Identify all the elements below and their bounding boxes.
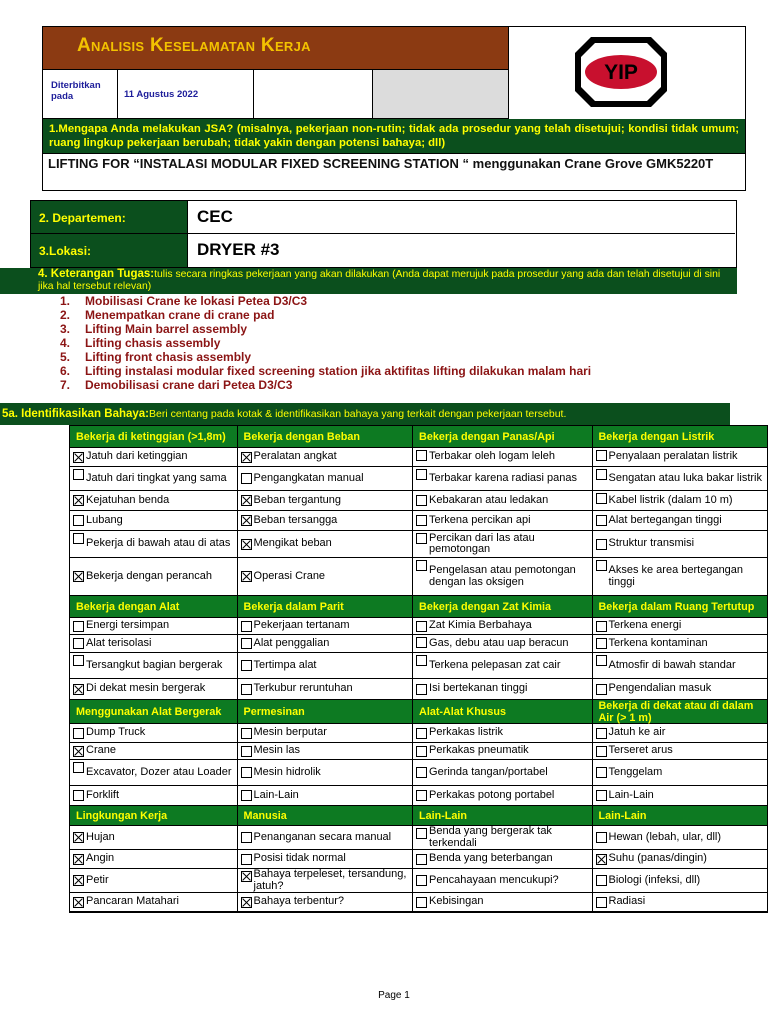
- hazard-item: [413, 635, 592, 653]
- hazard-label: Bahaya terpeleset, tersandung, jatuh?: [253, 868, 407, 892]
- hazard-category-header: Bekerja dengan Panas/Api: [413, 426, 592, 448]
- hazard-label: Jatuh ke air: [608, 726, 666, 739]
- hazard-label: Petir: [86, 873, 109, 886]
- hazard-label: Isi bertekanan tinggi: [429, 682, 528, 695]
- hazard-item: [413, 679, 592, 700]
- hazard-item: [413, 760, 592, 786]
- tasks-list: [60, 294, 591, 392]
- hazard-row: [70, 826, 767, 850]
- checkbox-icon[interactable]: [241, 660, 252, 671]
- hazard-label: Suhu (panas/dingin): [608, 852, 707, 865]
- checkbox-icon[interactable]: [596, 832, 607, 843]
- hazard-label: Excavator, Dozer atau Loader: [86, 765, 232, 778]
- checked-checkbox-icon[interactable]: [73, 495, 84, 506]
- hazard-category-header-row: [70, 596, 767, 618]
- job-title: LIFTING FOR “INSTALASI MODULAR FIXED SCREENING STATION “ menggunakan Crane Grove GMK5220T: [48, 156, 714, 171]
- checkbox-icon[interactable]: [416, 495, 427, 506]
- department-label: 2. Departemen:: [39, 211, 126, 225]
- hazard-item: [593, 679, 768, 700]
- hazard-label: Pancaran Matahari: [86, 895, 179, 908]
- hazard-label: Energi tersimpan: [86, 619, 170, 632]
- department-row: [31, 201, 735, 234]
- checkbox-icon[interactable]: [416, 875, 427, 886]
- page-number: Page 1: [378, 990, 410, 1001]
- checked-checkbox-icon[interactable]: [73, 452, 84, 463]
- checkbox-icon[interactable]: [596, 539, 607, 550]
- hazard-item: [238, 558, 414, 596]
- hazard-label: Hewan (lebah, ular, dll): [608, 830, 722, 843]
- location-row: [31, 234, 735, 267]
- hazard-category-header: Bekerja dengan Alat: [70, 596, 238, 618]
- hazard-item: [238, 531, 414, 558]
- empty-meta-cell: [254, 70, 373, 118]
- hazard-item: [70, 448, 238, 467]
- hazard-item: [70, 679, 238, 700]
- hazard-category-header: Alat-Alat Khusus: [413, 700, 592, 724]
- checkbox-icon[interactable]: [73, 655, 84, 666]
- hazard-label: Lubang: [86, 513, 123, 526]
- checkbox-icon[interactable]: [596, 638, 607, 649]
- hazard-item: [70, 850, 238, 869]
- hazard-category-header-row: [70, 806, 767, 826]
- checkbox-icon[interactable]: [73, 621, 84, 632]
- hazard-category-header: Permesinan: [238, 700, 414, 724]
- location-value: DRYER #3: [197, 240, 280, 259]
- checkbox-icon[interactable]: [596, 560, 607, 571]
- hazard-row: [70, 760, 767, 786]
- hazard-label: Gerinda tangan/portabel: [429, 765, 548, 778]
- task-item: 1. Mobilisasi Crane ke lokasi Petea D3/C3: [60, 294, 308, 308]
- hazard-item: [593, 618, 768, 635]
- hazard-label: Kebisingan: [429, 895, 484, 908]
- hazard-item: [70, 467, 238, 491]
- hazard-item: [413, 653, 592, 679]
- checkbox-icon[interactable]: [416, 746, 427, 757]
- hazard-item: [413, 448, 592, 467]
- hazard-item: [238, 679, 414, 700]
- logo-text: YIP: [604, 61, 638, 84]
- hazard-label: Tertimpa alat: [253, 658, 317, 671]
- hazard-label: Radiasi: [608, 895, 646, 908]
- hazard-item: [70, 760, 238, 786]
- checkbox-icon[interactable]: [416, 828, 427, 839]
- hazard-item: [238, 826, 414, 850]
- hazard-label: Bahaya terbentur?: [253, 895, 345, 908]
- hazards-hint: Beri centang pada kotak & identifikasikan bahaya yang terkait dengan pekerjaan tersebut.: [149, 408, 567, 420]
- hazard-label: Jatuh dari ketinggian: [86, 450, 188, 463]
- hazard-label: Mesin hidrolik: [253, 765, 321, 778]
- hazard-item: [70, 618, 238, 635]
- hazard-label: Lain-Lain: [253, 788, 299, 801]
- hazard-item: [413, 558, 592, 596]
- hazard-label: Angin: [86, 852, 115, 865]
- hazard-item: [593, 786, 768, 806]
- hazard-item: [413, 531, 592, 558]
- hazard-label: Pekerjaan tertanam: [253, 619, 350, 632]
- task-item: 6. Lifting instalasi modular fixed screening station jika aktifitas lifting dilakukan malam hari: [60, 364, 592, 378]
- checkbox-icon[interactable]: [73, 469, 84, 480]
- hazard-item: [70, 786, 238, 806]
- hazard-label: Akses ke area bertegangan tinggi: [608, 564, 744, 588]
- hazard-item: [238, 786, 414, 806]
- hazard-category-header: Bekerja di ketinggian (>1,8m): [70, 426, 238, 448]
- checkbox-icon[interactable]: [241, 746, 252, 757]
- checkbox-icon[interactable]: [416, 790, 427, 801]
- yip-logo-icon: [509, 27, 745, 120]
- checkbox-icon[interactable]: [73, 533, 84, 544]
- hazard-item: [593, 491, 768, 511]
- hazard-row: [70, 558, 767, 596]
- jsa-reason-row: [43, 119, 745, 154]
- form-header: [42, 26, 746, 191]
- hazard-label: Terkubur reruntuhan: [253, 682, 353, 695]
- checked-checkbox-icon[interactable]: [73, 832, 84, 843]
- checkbox-icon[interactable]: [73, 790, 84, 801]
- task-item: 7. Demobilisasi crane dari Petea D3/C3: [60, 378, 293, 392]
- checkbox-icon[interactable]: [416, 728, 427, 739]
- checkbox-icon[interactable]: [416, 533, 427, 544]
- checked-checkbox-icon[interactable]: [73, 746, 84, 757]
- hazard-item: [593, 850, 768, 869]
- checkbox-icon[interactable]: [241, 684, 252, 695]
- hazard-label: Forklift: [86, 788, 119, 801]
- hazard-item: [413, 869, 592, 893]
- hazard-label: Operasi Crane: [253, 569, 326, 582]
- checkbox-icon[interactable]: [73, 762, 84, 773]
- hazard-label: Alat bertegangan tinggi: [608, 513, 722, 526]
- hazard-row: [70, 724, 767, 743]
- hazard-row: [70, 467, 767, 491]
- hazard-label: Bekerja dengan perancah: [86, 569, 212, 582]
- checkbox-icon[interactable]: [241, 473, 252, 484]
- location-label: 3.Lokasi:: [39, 244, 92, 258]
- hazard-label: Jatuh dari tingkat yang sama: [86, 471, 227, 484]
- hazard-item: [593, 467, 768, 491]
- checkbox-icon[interactable]: [241, 767, 252, 778]
- hazard-item: [238, 491, 414, 511]
- hazard-label: Zat Kimia Berbahaya: [429, 619, 532, 632]
- hazard-item: [238, 724, 414, 743]
- hazard-item: [593, 511, 768, 531]
- hazard-category-header-row: [70, 426, 767, 448]
- checkbox-icon[interactable]: [596, 621, 607, 632]
- checkbox-icon[interactable]: [596, 655, 607, 666]
- checked-checkbox-icon[interactable]: [241, 571, 252, 582]
- hazard-row: [70, 491, 767, 511]
- hazard-item: [593, 893, 768, 912]
- hazard-item: [413, 786, 592, 806]
- checked-checkbox-icon[interactable]: [73, 897, 84, 908]
- hazard-label: Di dekat mesin bergerak: [86, 682, 206, 695]
- checkbox-icon[interactable]: [596, 790, 607, 801]
- hazards-header: [0, 403, 730, 425]
- hazard-label: Kabel listrik (dalam 10 m): [608, 493, 733, 506]
- hazard-item: [238, 760, 414, 786]
- checkbox-icon[interactable]: [596, 767, 607, 778]
- hazard-item: [70, 511, 238, 531]
- hazard-category-header: Bekerja dengan Zat Kimia: [413, 596, 592, 618]
- hazard-label: Hujan: [86, 830, 115, 843]
- checked-checkbox-icon[interactable]: [241, 452, 252, 463]
- meta-row: [43, 70, 509, 119]
- dept-location-box: [30, 200, 737, 268]
- hazard-label: Tersangkut bagian bergerak: [86, 658, 223, 671]
- hazard-row: [70, 653, 767, 679]
- published-date: 11 Agustus 2022: [124, 89, 199, 100]
- hazard-item: [238, 893, 414, 912]
- hazard-item: [593, 743, 768, 760]
- hazard-label: Pengelasan atau pemotongan dengan las oksigen: [429, 564, 576, 588]
- hazard-label: Lain-Lain: [608, 788, 654, 801]
- checked-checkbox-icon[interactable]: [73, 571, 84, 582]
- checkbox-icon[interactable]: [596, 469, 607, 480]
- hazard-label: Posisi tidak normal: [253, 852, 346, 865]
- checked-checkbox-icon[interactable]: [241, 539, 252, 550]
- checkbox-icon[interactable]: [416, 684, 427, 695]
- hazard-item: [413, 511, 592, 531]
- hazard-category-header: Lain-Lain: [413, 806, 592, 826]
- hazard-item: [70, 826, 238, 850]
- checkbox-icon[interactable]: [596, 493, 607, 504]
- hazard-row: [70, 743, 767, 760]
- hazard-category-header: Bekerja dalam Ruang Tertutup: [593, 596, 768, 618]
- checkbox-icon[interactable]: [596, 728, 607, 739]
- hazard-category-header: Manusia: [238, 806, 414, 826]
- empty-meta-cell: [373, 70, 509, 118]
- hazard-label: Beban tersangga: [253, 513, 338, 526]
- checkbox-icon[interactable]: [241, 638, 252, 649]
- tasks-hint: tulis secara ringkas pekerjaan yang akan dilakukan (Anda dapat merujuk pada prosedur yang ada dan telah disetujui di sini jika hal tersebut relevan): [38, 269, 721, 292]
- hazard-label: Kejatuhan benda: [86, 493, 170, 506]
- hazard-label: Beban tergantung: [253, 493, 341, 506]
- hazard-item: [593, 448, 768, 467]
- hazard-label: Mesin berputar: [253, 726, 327, 739]
- hazard-row: [70, 869, 767, 893]
- hazard-item: [413, 743, 592, 760]
- hazard-item: [413, 850, 592, 869]
- checkbox-icon[interactable]: [416, 655, 427, 666]
- hazard-label: Dump Truck: [86, 726, 146, 739]
- checkbox-icon[interactable]: [73, 515, 84, 526]
- hazard-checklist-grid: [69, 425, 768, 913]
- checkbox-icon[interactable]: [416, 560, 427, 571]
- hazard-label: Peralatan angkat: [253, 450, 337, 463]
- hazard-label: Atmosfir di bawah standar: [608, 658, 736, 671]
- hazard-item: [593, 531, 768, 558]
- hazard-category-header-row: [70, 700, 767, 724]
- checked-checkbox-icon[interactable]: [73, 854, 84, 865]
- hazard-item: [70, 743, 238, 760]
- hazards-label: 5a. Identifikasikan Bahaya:: [2, 408, 150, 420]
- checkbox-icon[interactable]: [416, 767, 427, 778]
- hazard-label: Benda yang bergerak tak terkendali: [429, 825, 552, 849]
- hazard-item: [70, 491, 238, 511]
- hazard-label: Alat terisolasi: [86, 636, 152, 649]
- hazard-item: [238, 618, 414, 635]
- hazard-item: [70, 653, 238, 679]
- task-item: 5. Lifting front chasis assembly: [60, 350, 252, 364]
- hazard-label: Alat penggalian: [253, 636, 330, 649]
- hazard-label: Terseret arus: [608, 744, 673, 757]
- hazard-item: [70, 635, 238, 653]
- checkbox-icon[interactable]: [416, 897, 427, 908]
- hazard-row: [70, 786, 767, 806]
- tasks-header: [0, 268, 737, 294]
- checkbox-icon[interactable]: [241, 790, 252, 801]
- hazard-item: [413, 826, 592, 850]
- title-cell: [43, 27, 509, 70]
- hazard-item: [413, 724, 592, 743]
- hazard-row: [70, 679, 767, 700]
- task-item: 2. Menempatkan crane di crane pad: [60, 308, 275, 322]
- checkbox-icon[interactable]: [596, 684, 607, 695]
- checked-checkbox-icon[interactable]: [596, 854, 607, 865]
- hazard-category-header: Bekerja dalam Parit: [238, 596, 414, 618]
- checked-checkbox-icon[interactable]: [241, 495, 252, 506]
- hazard-label: Perkakas listrik: [429, 726, 503, 739]
- hazard-label: Mengikat beban: [253, 537, 332, 550]
- hazard-row: [70, 531, 767, 558]
- hazard-item: [593, 826, 768, 850]
- hazard-label: Penyalaan peralatan listrik: [608, 450, 738, 463]
- hazard-label: Benda yang beterbangan: [429, 852, 553, 865]
- company-logo: [509, 27, 745, 120]
- hazard-label: Terkena kontaminan: [608, 636, 708, 649]
- hazard-label: Percikan dari las atau pemotongan: [429, 531, 535, 555]
- hazard-label: Tenggelam: [608, 765, 663, 778]
- hazard-label: Pencahayaan mencukupi?: [429, 873, 559, 886]
- hazard-category-header: Menggunakan Alat Bergerak: [70, 700, 238, 724]
- checkbox-icon[interactable]: [416, 469, 427, 480]
- checkbox-icon[interactable]: [416, 621, 427, 632]
- job-title-row: [43, 154, 745, 190]
- checkbox-icon[interactable]: [596, 450, 607, 461]
- hazard-label: Terbakar oleh logam leleh: [429, 450, 555, 463]
- checkbox-icon[interactable]: [416, 637, 427, 648]
- hazard-label: Penanganan secara manual: [253, 830, 392, 843]
- hazard-item: [593, 724, 768, 743]
- hazard-item: [413, 618, 592, 635]
- hazard-label: Mesin las: [253, 744, 300, 757]
- hazard-label: Pengangkatan manual: [253, 471, 364, 484]
- hazard-item: [593, 869, 768, 893]
- hazard-item: [238, 635, 414, 653]
- hazard-item: [413, 491, 592, 511]
- hazard-item: [593, 760, 768, 786]
- hazard-row: [70, 448, 767, 467]
- hazard-item: [238, 850, 414, 869]
- hazard-item: [593, 635, 768, 653]
- checkbox-icon[interactable]: [241, 621, 252, 632]
- hazard-label: Terkena energi: [608, 619, 682, 632]
- form-title: Analisis Keselamatan Kerja: [77, 35, 311, 56]
- hazard-category-header: Bekerja dengan Listrik: [593, 426, 768, 448]
- jsa-reason-question: 1.Mengapa Anda melakukan JSA? (misalnya, pekerjaan non-rutin; tidak ada prosedur yang telah disetujui; kondisi tidak umum; ruang lingkup pekerjaan berubah; tidak yakin dengan potensi bahaya; dll): [49, 123, 739, 149]
- hazard-category-header: Bekerja dengan Beban: [238, 426, 414, 448]
- tasks-label: 4. Keterangan Tugas:: [38, 268, 155, 280]
- hazard-item: [70, 531, 238, 558]
- hazard-row: [70, 850, 767, 869]
- checkbox-icon[interactable]: [596, 897, 607, 908]
- hazard-item: [238, 467, 414, 491]
- hazard-label: Perkakas pneumatik: [429, 744, 529, 757]
- hazard-label: Terkena percikan api: [429, 513, 531, 526]
- checked-checkbox-icon[interactable]: [241, 515, 252, 526]
- hazard-row: [70, 635, 767, 653]
- hazard-row: [70, 893, 767, 912]
- checked-checkbox-icon[interactable]: [73, 684, 84, 695]
- hazard-item: [70, 893, 238, 912]
- hazard-item: [593, 558, 768, 596]
- checkbox-icon[interactable]: [241, 854, 252, 865]
- checkbox-icon[interactable]: [241, 832, 252, 843]
- published-label: Diterbitkan pada: [51, 80, 101, 102]
- department-value: CEC: [197, 207, 233, 226]
- checkbox-icon[interactable]: [596, 515, 607, 526]
- hazard-item: [238, 448, 414, 467]
- checkbox-icon[interactable]: [241, 728, 252, 739]
- checkbox-icon[interactable]: [596, 875, 607, 886]
- checked-checkbox-icon[interactable]: [73, 875, 84, 886]
- checked-checkbox-icon[interactable]: [241, 897, 252, 908]
- checked-checkbox-icon[interactable]: [241, 871, 252, 882]
- hazard-item: [593, 653, 768, 679]
- task-item: 4. Lifting chasis assembly: [60, 336, 221, 350]
- hazard-item: [238, 743, 414, 760]
- hazard-row: [70, 511, 767, 531]
- hazard-item: [413, 893, 592, 912]
- hazard-item: [70, 558, 238, 596]
- hazard-label: Crane: [86, 744, 116, 757]
- hazard-label: Struktur transmisi: [608, 537, 695, 550]
- checkbox-icon[interactable]: [416, 854, 427, 865]
- hazard-category-header: Lain-Lain: [593, 806, 768, 826]
- checkbox-icon[interactable]: [416, 450, 427, 461]
- hazard-category-header: Lingkungan Kerja: [70, 806, 238, 826]
- checkbox-icon[interactable]: [596, 746, 607, 757]
- checkbox-icon[interactable]: [416, 515, 427, 526]
- hazard-row: [70, 618, 767, 635]
- task-item: 3. Lifting Main barrel assembly: [60, 322, 248, 336]
- hazard-label: Sengatan atau luka bakar listrik: [608, 471, 762, 484]
- hazard-item: [238, 869, 414, 893]
- hazard-label: Biologi (infeksi, dll): [608, 873, 701, 886]
- hazard-label: Terbakar karena radiasi panas: [429, 471, 577, 484]
- hazard-label: Gas, debu atau uap beracun: [429, 636, 569, 649]
- hazard-item: [70, 724, 238, 743]
- hazard-category-header: Bekerja di dekat atau di dalam Air (> 1 m): [593, 700, 768, 724]
- checkbox-icon[interactable]: [73, 638, 84, 649]
- hazard-item: [413, 467, 592, 491]
- hazard-label: Pekerja di bawah atau di atas: [86, 537, 231, 550]
- hazard-item: [238, 653, 414, 679]
- hazard-item: [70, 869, 238, 893]
- hazard-item: [238, 511, 414, 531]
- checkbox-icon[interactable]: [73, 728, 84, 739]
- hazard-label: Terkena pelepasan zat cair: [429, 658, 561, 671]
- hazard-label: Pengendalian masuk: [608, 682, 712, 695]
- hazard-label: Kebakaran atau ledakan: [429, 493, 549, 506]
- hazard-label: Perkakas potong portabel: [429, 788, 555, 801]
